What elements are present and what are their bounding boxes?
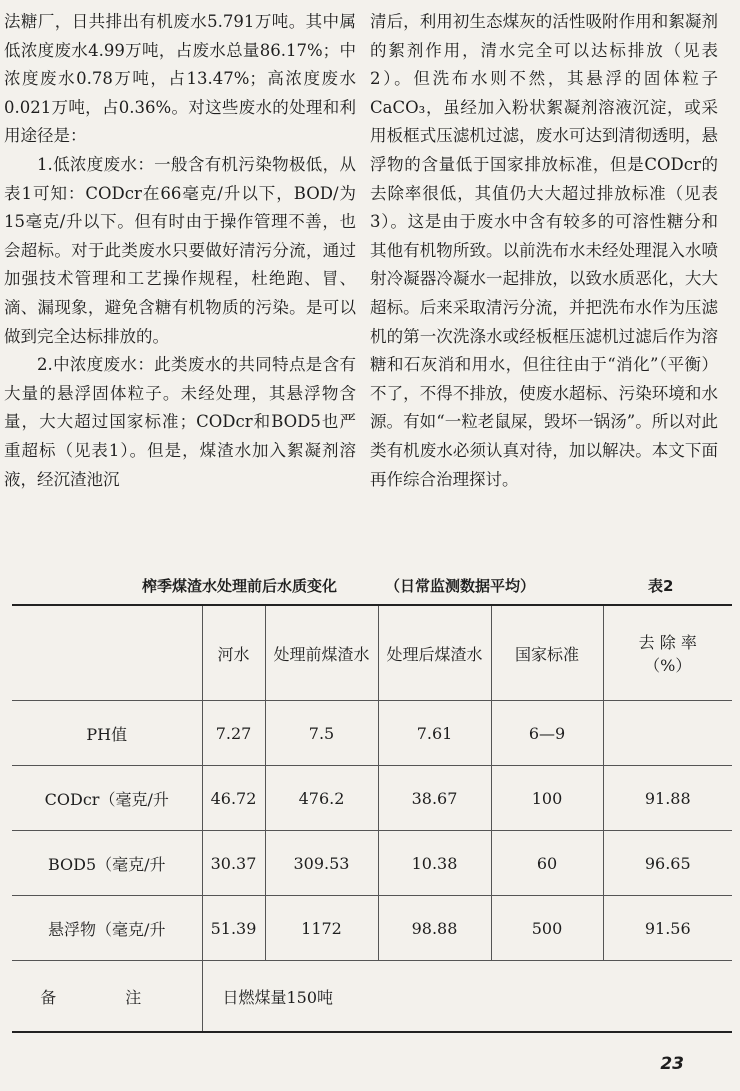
left-paragraph-3: 2.中浓度废水：此类废水的共同特点是含有大量的悬浮固体粒子。未经处理，其悬浮物含量，大大超过国家标准；CODcr和BOD5也严重超标（见表1）。但是，煤渣水加入絮凝剂溶液，经沉渣池沉: [4, 355, 356, 489]
table-cell: 10.38: [378, 831, 491, 896]
table-row: [12, 896, 732, 961]
table-cell: 96.65: [603, 831, 732, 896]
note-text: 日燃煤量150吨: [202, 961, 732, 1033]
table-cell: 46.72: [202, 766, 265, 831]
table-cell: 6—9: [491, 701, 603, 766]
row-label: 悬浮物（毫克/升: [12, 896, 202, 961]
left-paragraph-1: 法糖厂，日共排出有机废水5.791万吨。其中属低浓度废水4.99万吨，占废水总量86.17%；中浓度废水0.78万吨，占13.47%；高浓度废水0.021万吨，占0.36%。对这些废水的处理和利用途径是：: [4, 12, 356, 146]
table-cell: 476.2: [265, 766, 378, 831]
table-cell: 7.61: [378, 701, 491, 766]
note-label: 备 注: [40, 987, 174, 1007]
table-cell: 7.27: [202, 701, 265, 766]
table-cell: 51.39: [202, 896, 265, 961]
row-label: CODcr（毫克/升: [12, 766, 202, 831]
table-cell: 500: [491, 896, 603, 961]
header-cell: 去 除 率 （%）: [603, 605, 732, 701]
table-subtitle: （日常监测数据平均）: [385, 577, 536, 595]
header-cell: [12, 605, 202, 701]
table-header-row: [12, 605, 732, 701]
row-label: BOD5（毫克/升: [12, 831, 202, 896]
table-cell: 91.56: [603, 896, 732, 961]
table-row: [12, 766, 732, 831]
row-label: PH值: [12, 701, 202, 766]
table-cell: 98.88: [378, 896, 491, 961]
table-title: 榨季煤渣水处理前后水质变化: [142, 577, 338, 595]
table-cell: 60: [491, 831, 603, 896]
table-row: [12, 701, 732, 766]
table-cell: 30.37: [202, 831, 265, 896]
table-row: [12, 831, 732, 896]
right-paragraph-1: 清后，利用初生态煤灰的活性吸附作用和絮凝剂的絮剂作用，清水完全可以达标排放（见表2）。但洗布水则不然，其悬浮的固体粒子CaCO₃，虽经加入粉状絮凝剂溶液沉淀，或采用板框式压滤机过滤，废水可达到清彻透明，悬浮物的含量低于国家排放标准，但是CODcr的去除率很低，其值仍大大超过排放标准（见表3）。这是由于废水中含有较多的可溶性糖分和其他有机物所致。以前洗布水未经处理混入水喷射冷凝器冷凝水一起排放，以致水质恶化，大大超标。后来采取清污分流，并把洗布水作为压滤机的第一次洗涤水或经板框压滤机过滤后作为溶糖和石灰消和用水，但往往由于“消化”（平衡）不了，不得不排放，使废水超标、污染环境和水源。有如“一粒老鼠屎，毁坏一锅汤”。所以对此类有机废水必须认真对待，加以解决。本文下面再作综合治理探讨。: [370, 12, 718, 489]
header-cell: 处理前煤渣水: [265, 605, 378, 701]
left-column: [4, 8, 356, 494]
table-cell: 38.67: [378, 766, 491, 831]
table-cell: 309.53: [265, 831, 378, 896]
table-note-row: [12, 961, 732, 1033]
left-paragraph-2: 1.低浓度废水：一般含有机污染物极低，从表1可知：CODcr在66毫克/升以下，BOD/为15毫克/升以下。但有时由于操作管理不善，也会超标。对于此类废水只要做好清污分流，通过加强技术管理和工艺操作规程，杜绝跑、冒、滴、漏现象，避免含糖有机物质的污染。是可以做到完全达标排放的。: [4, 154, 356, 346]
page-number: 23: [660, 1054, 684, 1074]
header-cell: 国家标准: [491, 605, 603, 701]
table-caption: [0, 572, 740, 598]
table-cell: 100: [491, 766, 603, 831]
right-column: [370, 8, 718, 494]
header-cell: 河水: [202, 605, 265, 701]
table-cell: [603, 701, 732, 766]
table-cell: 91.88: [603, 766, 732, 831]
table-number: 表2: [648, 577, 674, 595]
water-quality-table: [12, 604, 732, 1033]
header-cell: 处理后煤渣水: [378, 605, 491, 701]
table-cell: 7.5: [265, 701, 378, 766]
table-cell: 1172: [265, 896, 378, 961]
